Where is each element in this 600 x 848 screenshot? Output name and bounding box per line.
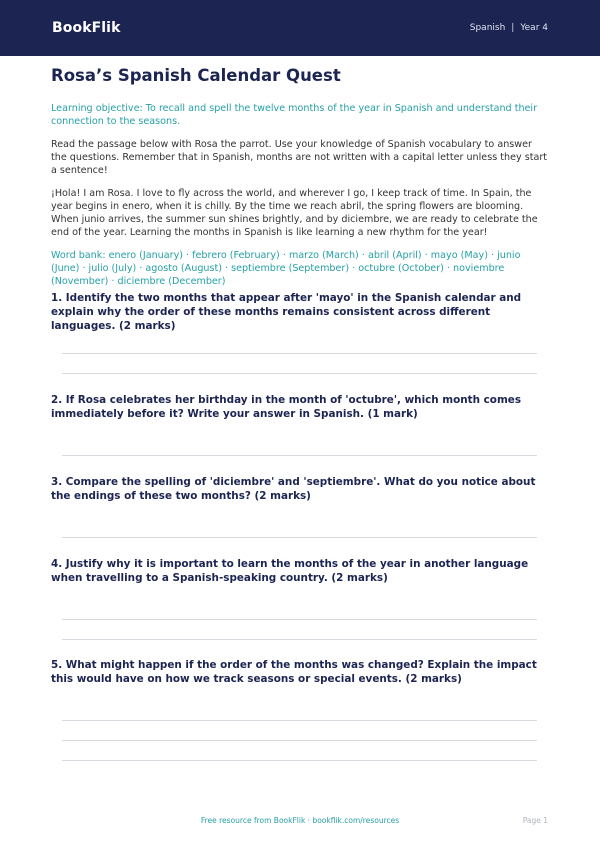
year-label: Year 4 [520,23,548,33]
header-bar [0,0,600,56]
answer-line[interactable] [62,373,537,374]
answer-line[interactable] [62,760,537,761]
page-number: Page 1 [522,816,548,825]
footer-credit-link[interactable]: Free resource from BookFlik · bookflik.com/resources [200,816,400,825]
answer-line[interactable] [62,639,537,640]
learning-objective: Learning objective: To recall and spell the twelve months of the year in Spanish and understand their connection to the seasons. [51,103,538,127]
answer-line[interactable] [62,455,537,456]
question-1: 1. Identify the two months that appear after 'mayo' in the Spanish calendar and explain why the order of these months remains consistent across different languages. (2 marks) [51,292,522,332]
header-separator: | [511,23,515,33]
instructions-paragraph: Read the passage below with Rosa the parrot. Use your knowledge of Spanish vocabulary to answer the questions. Remember that in Spanish, months are not written with a capital letter unless they start a sentence! [51,139,548,176]
passage-paragraph: ¡Hola! I am Rosa. I love to fly across the world, and wherever I go, I keep track of time. In Spain, the year begins in enero, when it is chilly. By the time we reach abril, the spring flowers are blooming. When junio arrives, the summer sun shines brightly, and by diciembre, we are ready to celebrate the end of the year. Learning the months in Spanish is like learning a new rhythm for the year! [51,188,538,238]
answer-line[interactable] [62,619,537,620]
brand-logo: BookFlik [52,20,121,36]
question-3: 3. Compare the spelling of 'diciembre' and 'septiembre'. What do you notice about the endings of these two months? (2 marks) [51,476,536,502]
worksheet-intro [51,62,548,288]
worksheet-title: Rosa’s Spanish Calendar Quest [51,66,341,85]
answer-line[interactable] [62,720,537,721]
header-meta [470,23,548,33]
word-bank: Word bank: enero (January) · febrero (February) · marzo (March) · abril (April) · mayo (May) · junio (June) · julio (July) · agosto (August) · septiembre (September) · octubre (October) · noviembre (November) · diciembre (December) [51,250,521,287]
question-4: 4. Justify why it is important to learn the months of the year in another language when travelling to a Spanish-speaking country. (2 marks) [51,558,529,584]
question-2: 2. If Rosa celebrates her birthday in the month of 'octubre', which month comes immediately before it? Write your answer in Spanish. (1 mark) [51,394,522,420]
question-5: 5. What might happen if the order of the months was changed? Explain the impact this would have on how we track seasons or special events. (2 marks) [51,659,537,685]
page-footer [0,816,600,830]
answer-line[interactable] [62,740,537,741]
subject-label: Spanish [469,23,506,33]
answer-line[interactable] [62,537,537,538]
answer-line[interactable] [62,353,537,354]
